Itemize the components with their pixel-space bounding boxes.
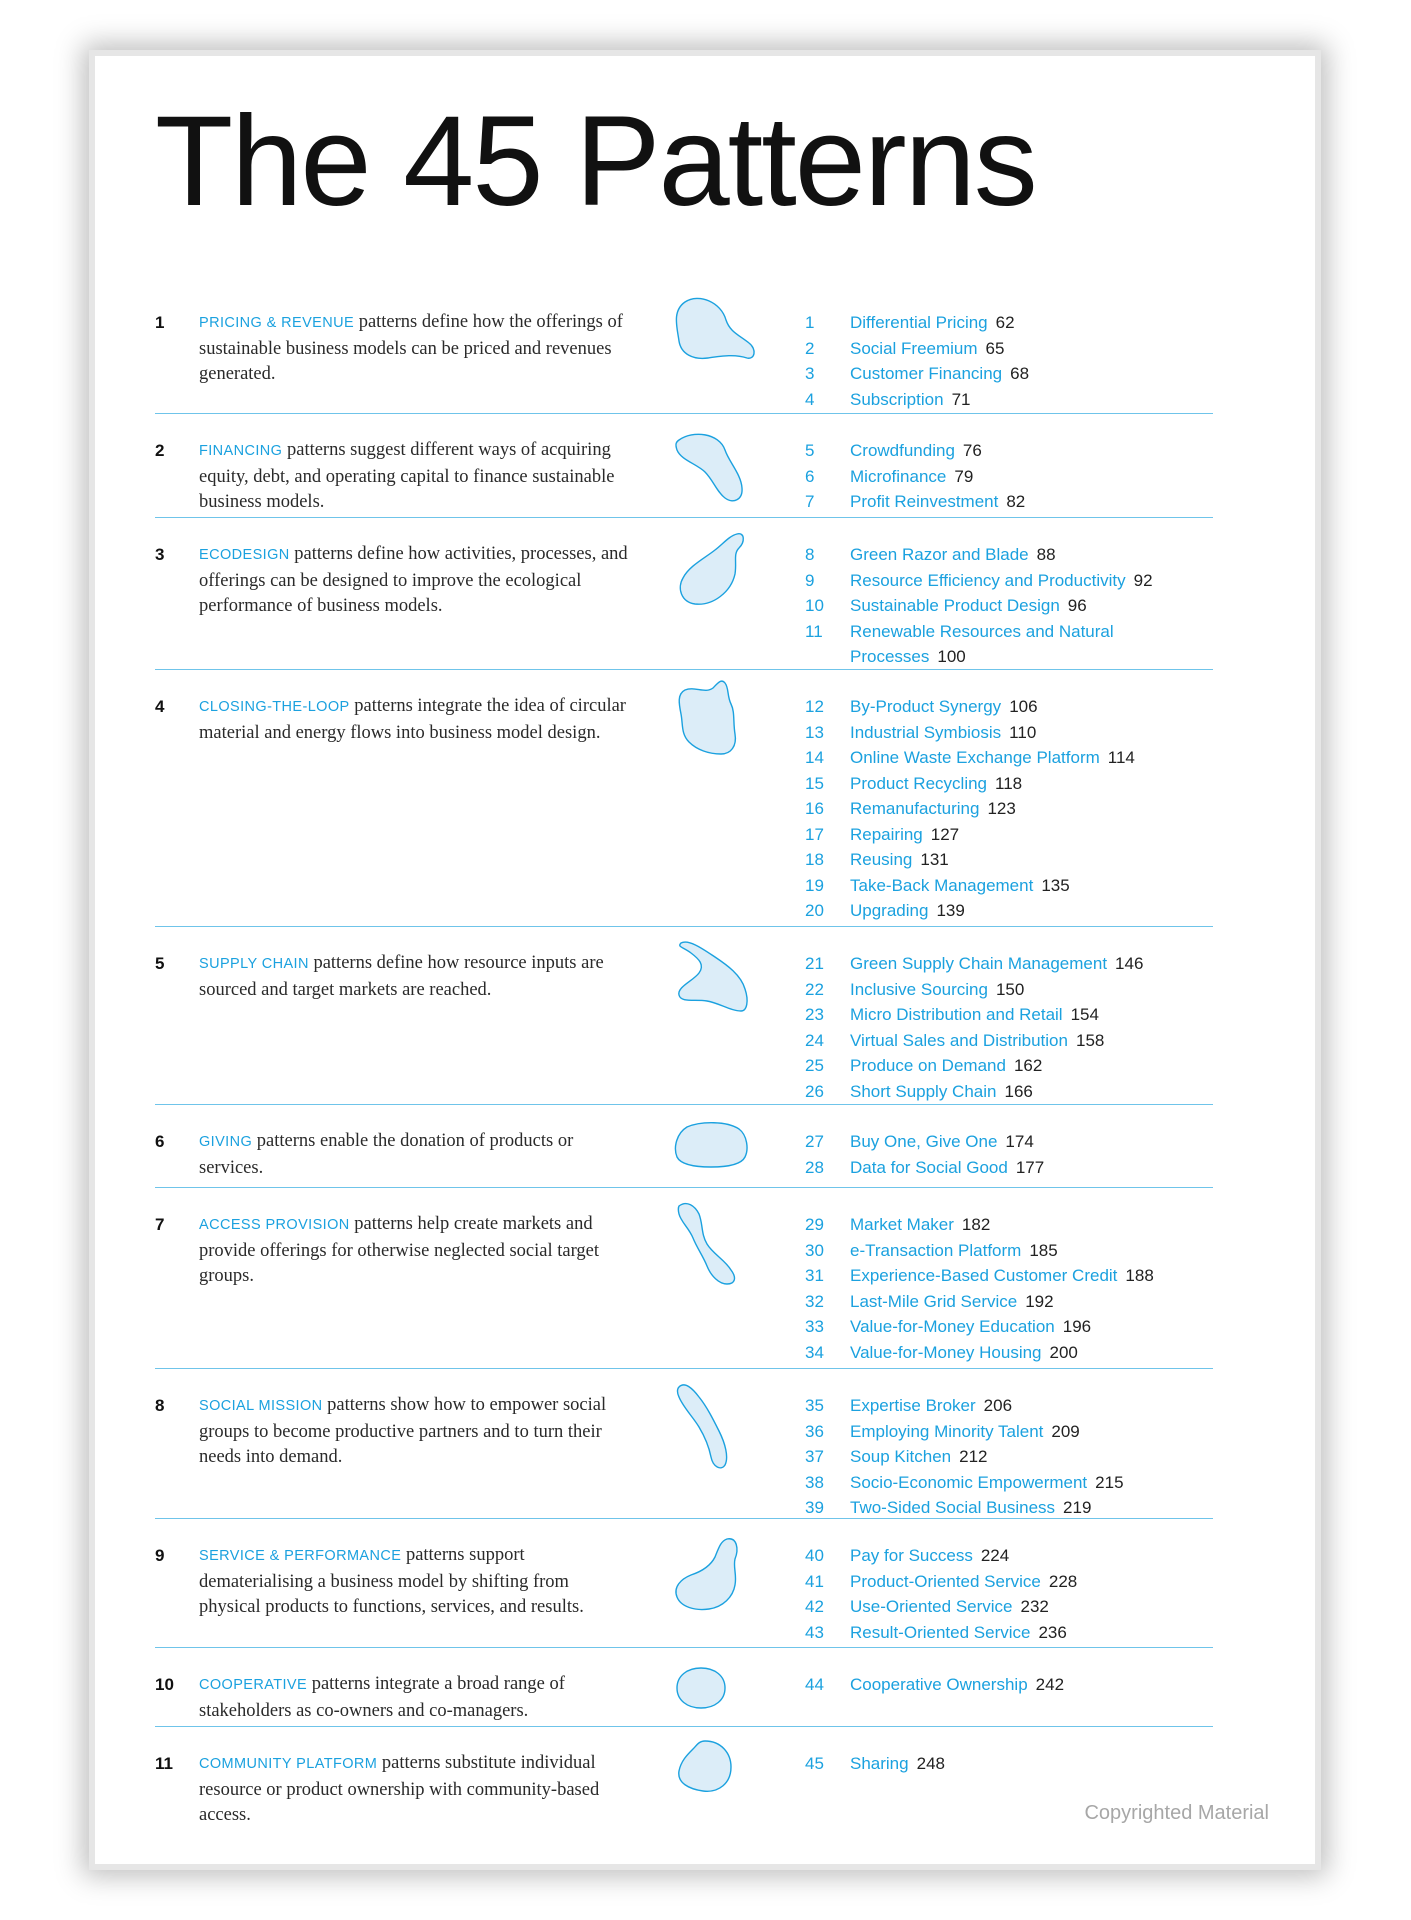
pattern-item[interactable] [805,720,1135,746]
pattern-name: Customer Financing [850,364,1003,383]
category-description-text: patterns help create markets and provide offerings for otherwise neglected social target groups. [199,1214,600,1286]
pattern-name: Cooperative Ownership [850,1675,1028,1694]
pattern-name: Green Supply Chain Management [850,954,1108,973]
page-title: The 45 Patterns [155,90,1036,233]
pattern-page-number: 110 [1009,722,1037,742]
pattern-number: 33 [805,1317,824,1336]
pattern-number: 25 [805,1056,824,1075]
pattern-item[interactable] [805,1263,1154,1289]
pattern-name: Soup Kitchen [850,1447,952,1466]
pattern-number: 39 [805,1498,824,1517]
copyright-notice: Copyrighted Material [1084,1802,1269,1824]
pattern-list [805,310,1029,412]
group-number: 7 [155,1215,165,1234]
pattern-page-number: 224 [980,1546,1010,1565]
pattern-page-number: 154 [1070,1005,1099,1024]
pattern-item[interactable] [805,1543,1077,1569]
pattern-page-number: 96 [1067,596,1087,615]
pattern-item[interactable] [805,898,1135,924]
pattern-name: Result-Oriented Service [850,1622,1031,1642]
pattern-page-number: 248 [916,1754,945,1773]
group-number: 11 [155,1754,173,1773]
pattern-number: 10 [805,596,824,615]
group-number: 3 [155,545,165,564]
group-number: 5 [155,954,165,973]
category-label: COMMUNITY PLATFORM [199,1756,378,1772]
pattern-number: 21 [805,954,824,973]
pattern-item[interactable] [805,1444,1124,1470]
pattern-name: Online Waste Exchange Platform [850,748,1100,767]
financing-blob-icon [675,432,743,504]
category-label: GIVING [199,1134,253,1150]
pattern-page-number: 106 [1009,697,1038,716]
category-label: SUPPLY CHAIN [199,956,309,972]
pattern-page-number: 212 [959,1447,988,1466]
pattern-item[interactable] [805,489,1025,515]
pattern-number: 35 [805,1396,824,1415]
pattern-number: 38 [805,1472,824,1492]
pattern-item[interactable] [805,1129,1044,1155]
category-label: SERVICE & PERFORMANCE [199,1548,402,1564]
group-number: 4 [155,697,165,716]
group-description [199,951,629,1003]
pattern-number: 22 [805,979,824,999]
pattern-name: Virtual Sales and Distribution [850,1030,1068,1050]
pattern-page-number: 118 [995,773,1023,793]
pattern-name: Social Freemium [850,338,978,358]
pattern-number: 42 [805,1597,824,1616]
pattern-item[interactable] [805,1053,1143,1079]
pattern-page-number: 100 [937,647,966,666]
pattern-name: Short Supply Chain [850,1081,997,1101]
pattern-item[interactable] [805,1289,1154,1315]
pattern-page-number: 82 [1006,492,1026,511]
pattern-item[interactable] [805,1594,1077,1620]
pattern-group [155,414,1213,518]
ecodesign-blob-icon [675,532,745,606]
pattern-number: 30 [805,1240,824,1260]
category-description-text: patterns support dematerialising a business model by shifting from physical products to functions, services, and results. [199,1545,584,1617]
pattern-number: 27 [805,1132,824,1151]
pattern-page-number: 139 [936,901,965,920]
category-description-text: patterns substitute individual resource or product ownership with community-based access. [199,1753,600,1825]
pattern-number: 15 [805,773,824,793]
group-description [199,542,629,620]
pattern-item[interactable] [805,1620,1077,1646]
pattern-name: Two-Sided Social Business [850,1498,1056,1517]
pattern-item[interactable] [805,951,1143,977]
pattern-number: 2 [805,338,815,358]
group-number: 1 [155,313,165,332]
group-number: 2 [155,441,165,460]
pattern-name: Industrial Symbiosis [850,722,1002,742]
pattern-list [805,1672,1064,1698]
category-label: ACCESS PROVISION [199,1217,350,1233]
pattern-page-number: 123 [987,799,1016,818]
book-page [95,56,1315,1864]
pattern-list [805,542,1153,670]
pattern-name: Repairing [850,824,923,844]
pattern-name: Differential Pricing [850,313,988,332]
pattern-number: 19 [805,875,824,895]
category-label: PRICING & REVENUE [199,315,355,331]
pattern-group [155,1727,1213,1827]
pattern-name: Socio-Economic Empowerment [850,1472,1088,1492]
category-label: SOCIAL MISSION [199,1398,323,1414]
pattern-item[interactable] [805,542,1153,568]
pattern-item[interactable] [805,310,1029,336]
pattern-item[interactable] [805,1314,1154,1340]
category-description-text: patterns enable the donation of products or services. [199,1131,574,1178]
pattern-number: 3 [805,364,815,383]
group-description [199,1543,629,1621]
pattern-page-number: 76 [962,441,982,460]
pattern-page-number: 127 [930,824,960,844]
pattern-number: 32 [805,1291,824,1311]
pattern-item[interactable] [805,1238,1154,1264]
category-description-text: patterns suggest different ways of acquiring equity, debt, and operating capital to finance sustainable business models. [199,440,615,512]
pattern-name: Data for Social Good [850,1157,1008,1177]
cooperative-blob-icon [675,1666,727,1708]
pattern-list [805,1212,1154,1365]
pattern-number: 17 [805,824,824,844]
pattern-number: 7 [805,492,815,511]
category-label: COOPERATIVE [199,1677,308,1693]
pattern-page-number: 174 [1005,1132,1034,1151]
pattern-group [155,286,1213,414]
pattern-list [805,951,1143,1104]
pattern-name: Upgrading [850,901,929,920]
pattern-number: 5 [805,441,815,460]
pattern-number: 29 [805,1215,824,1234]
pattern-number: 16 [805,799,824,818]
pattern-item[interactable] [805,745,1135,771]
pattern-name: Employing Minority Talent [850,1421,1044,1441]
pattern-item[interactable] [805,1672,1064,1698]
pattern-number: 13 [805,722,824,742]
category-description-text: patterns define how resource inputs are sourced and target markets are reached. [199,953,604,1000]
group-number: 6 [155,1132,165,1151]
pattern-group [155,1648,1213,1727]
pattern-name: Experience-Based Customer Credit [850,1266,1118,1285]
pattern-list [805,1751,945,1777]
pattern-item[interactable] [805,1028,1143,1054]
supply-chain-blob-icon [675,939,751,1015]
pattern-name: Pay for Success [850,1546,973,1565]
pattern-number: 11 [805,621,823,641]
pattern-item[interactable] [805,1002,1143,1028]
group-number: 10 [155,1675,174,1694]
pattern-name: Product Recycling [850,773,988,793]
pattern-page-number: 192 [1025,1291,1054,1311]
group-number: 9 [155,1546,165,1565]
category-description-text: patterns integrate a broad range of stakeholders as co-owners and co-managers. [199,1674,565,1721]
pattern-list [805,1543,1077,1645]
pattern-number: 8 [805,545,815,564]
pattern-number: 1 [805,313,815,332]
pattern-page-number: 166 [1004,1081,1033,1101]
pattern-item[interactable] [805,1079,1143,1105]
pattern-page-number: 242 [1035,1675,1065,1694]
pattern-number: 45 [805,1754,824,1773]
pattern-number: 36 [805,1421,824,1441]
pattern-name: Micro Distribution and Retail [850,1005,1063,1024]
pattern-page-number: 209 [1051,1421,1080,1441]
pattern-number: 24 [805,1030,824,1050]
pattern-list [805,1129,1044,1180]
pattern-page-number: 228 [1048,1571,1078,1591]
pattern-page-number: 65 [985,338,1005,358]
pattern-item[interactable] [805,1495,1124,1521]
group-description [199,1129,629,1181]
group-description [199,310,629,388]
pattern-number: 41 [805,1571,824,1591]
pattern-page-number: 92 [1133,570,1153,590]
pattern-number: 44 [805,1675,824,1694]
pricing-revenue-blob-icon [675,296,755,360]
pattern-page-number: 62 [995,313,1015,332]
pattern-item[interactable] [805,1569,1077,1595]
pattern-number: 31 [805,1266,824,1285]
pattern-name: Produce on Demand [850,1056,1006,1075]
pattern-name: Inclusive Sourcing [850,979,988,999]
pattern-page-number: 182 [961,1215,991,1234]
category-description-text: patterns show how to empower social groups to become productive partners and to turn their needs into demand. [199,1395,607,1467]
pattern-name: Buy One, Give One [850,1132,998,1151]
pattern-item[interactable] [805,1751,945,1777]
pattern-list [805,438,1025,515]
category-description-text: patterns define how the offerings of sustainable business models can be priced and revenues generated. [199,312,623,384]
pattern-name: Microfinance [850,466,947,486]
pattern-name: e-Transaction Platform [850,1240,1022,1260]
group-description [199,1672,629,1724]
pattern-item[interactable] [805,771,1135,797]
pattern-list [805,1393,1124,1521]
pattern-page-number: 131 [920,850,949,869]
category-label: CLOSING-THE-LOOP [199,699,350,715]
pattern-group [155,518,1213,670]
social-mission-blob-icon [675,1383,731,1469]
pattern-page-number: 232 [1020,1597,1049,1616]
pattern-page-number: 219 [1063,1498,1092,1517]
pattern-name: Renewable Resources and Natural Processes [850,621,1114,666]
pattern-group [155,1105,1213,1188]
pattern-groups [155,286,1213,1827]
pattern-number: 18 [805,850,824,869]
pattern-item[interactable] [805,977,1143,1003]
pattern-name: Resource Efficiency and Productivity [850,570,1126,590]
pattern-item[interactable] [805,1393,1124,1419]
pattern-name: Sustainable Product Design [850,596,1060,615]
pattern-page-number: 196 [1062,1317,1092,1336]
pattern-page-number: 200 [1049,1342,1078,1362]
pattern-item[interactable] [805,438,1025,464]
pattern-name: Profit Reinvestment [850,492,999,511]
pattern-item[interactable] [805,694,1135,720]
pattern-page-number: 68 [1010,364,1030,383]
pattern-number: 14 [805,748,824,767]
category-label: ECODESIGN [199,547,290,563]
pattern-number: 4 [805,389,815,409]
pattern-number: 6 [805,466,815,486]
pattern-number: 40 [805,1546,824,1565]
group-description [199,1751,629,1829]
pattern-page-number: 88 [1036,545,1056,564]
pattern-page-number: 188 [1125,1266,1154,1285]
pattern-page-number: 215 [1095,1472,1124,1492]
pattern-page-number: 150 [995,979,1025,999]
pattern-item[interactable] [805,873,1135,899]
pattern-item[interactable] [805,1340,1154,1366]
pattern-name: Use-Oriented Service [850,1597,1013,1616]
pattern-group [155,670,1213,927]
group-description [199,694,629,746]
pattern-page-number: 71 [951,389,971,409]
pattern-item[interactable] [805,387,1029,413]
pattern-item[interactable] [805,464,1025,490]
pattern-item[interactable] [805,619,1150,670]
pattern-group [155,1519,1213,1648]
group-number: 8 [155,1396,165,1415]
pattern-name: Green Razor and Blade [850,545,1029,564]
pattern-item[interactable] [805,593,1153,619]
pattern-number: 23 [805,1005,824,1024]
pattern-name: Expertise Broker [850,1396,976,1415]
pattern-item[interactable] [805,1470,1124,1496]
service-performance-blob-icon [675,1537,751,1609]
category-description-text: patterns integrate the idea of circular material and energy flows into business model design. [199,696,626,743]
pattern-page-number: 206 [983,1396,1013,1415]
group-description [199,1212,629,1290]
pattern-name: Value-for-Money Education [850,1317,1055,1336]
pattern-group [155,1369,1213,1519]
pattern-item[interactable] [805,847,1135,873]
pattern-item[interactable] [805,796,1135,822]
pattern-group [155,927,1213,1105]
pattern-page-number: 114 [1107,748,1135,767]
pattern-item[interactable] [805,568,1153,594]
pattern-name: Crowdfunding [850,441,955,460]
pattern-number: 20 [805,901,824,920]
pattern-number: 37 [805,1447,824,1466]
pattern-item[interactable] [805,336,1029,362]
pattern-list [805,694,1135,924]
pattern-item[interactable] [805,1212,1154,1238]
pattern-name: Last-Mile Grid Service [850,1291,1018,1311]
pattern-item[interactable] [805,1419,1124,1445]
closing-the-loop-blob-icon [675,680,739,756]
pattern-item[interactable] [805,1155,1044,1181]
pattern-name: Reusing [850,850,913,869]
pattern-item[interactable] [805,822,1135,848]
pattern-number: 12 [805,697,824,716]
pattern-number: 43 [805,1622,824,1642]
category-label: FINANCING [199,443,283,459]
group-description [199,438,629,516]
pattern-number: 26 [805,1081,824,1101]
giving-blob-icon [675,1121,749,1167]
category-description-text: patterns define how activities, processes, and offerings can be designed to improve the ecological performance of business models. [199,544,628,616]
pattern-name: Value-for-Money Housing [850,1342,1042,1362]
pattern-page-number: 185 [1029,1240,1058,1260]
pattern-name: Take-Back Management [850,875,1034,895]
pattern-name: Subscription [850,389,944,409]
pattern-item[interactable] [805,361,1029,387]
pattern-page-number: 162 [1013,1056,1043,1075]
pattern-page-number: 236 [1038,1622,1067,1642]
pattern-page-number: 146 [1115,954,1144,973]
pattern-page-number: 158 [1075,1030,1105,1050]
pattern-page-number: 177 [1015,1157,1045,1177]
access-provision-blob-icon [675,1202,743,1286]
group-description [199,1393,629,1471]
pattern-group [155,1188,1213,1369]
pattern-page-number: 79 [954,466,974,486]
pattern-number: 34 [805,1342,824,1362]
pattern-name: By-Product Synergy [850,697,1002,716]
pattern-name: Sharing [850,1754,909,1773]
pattern-name: Product-Oriented Service [850,1571,1041,1591]
pattern-number: 9 [805,570,815,590]
pattern-number: 28 [805,1157,824,1177]
pattern-name: Market Maker [850,1215,954,1234]
pattern-page-number: 135 [1041,875,1070,895]
community-platform-blob-icon [675,1739,733,1793]
pattern-name: Remanufacturing [850,799,980,818]
